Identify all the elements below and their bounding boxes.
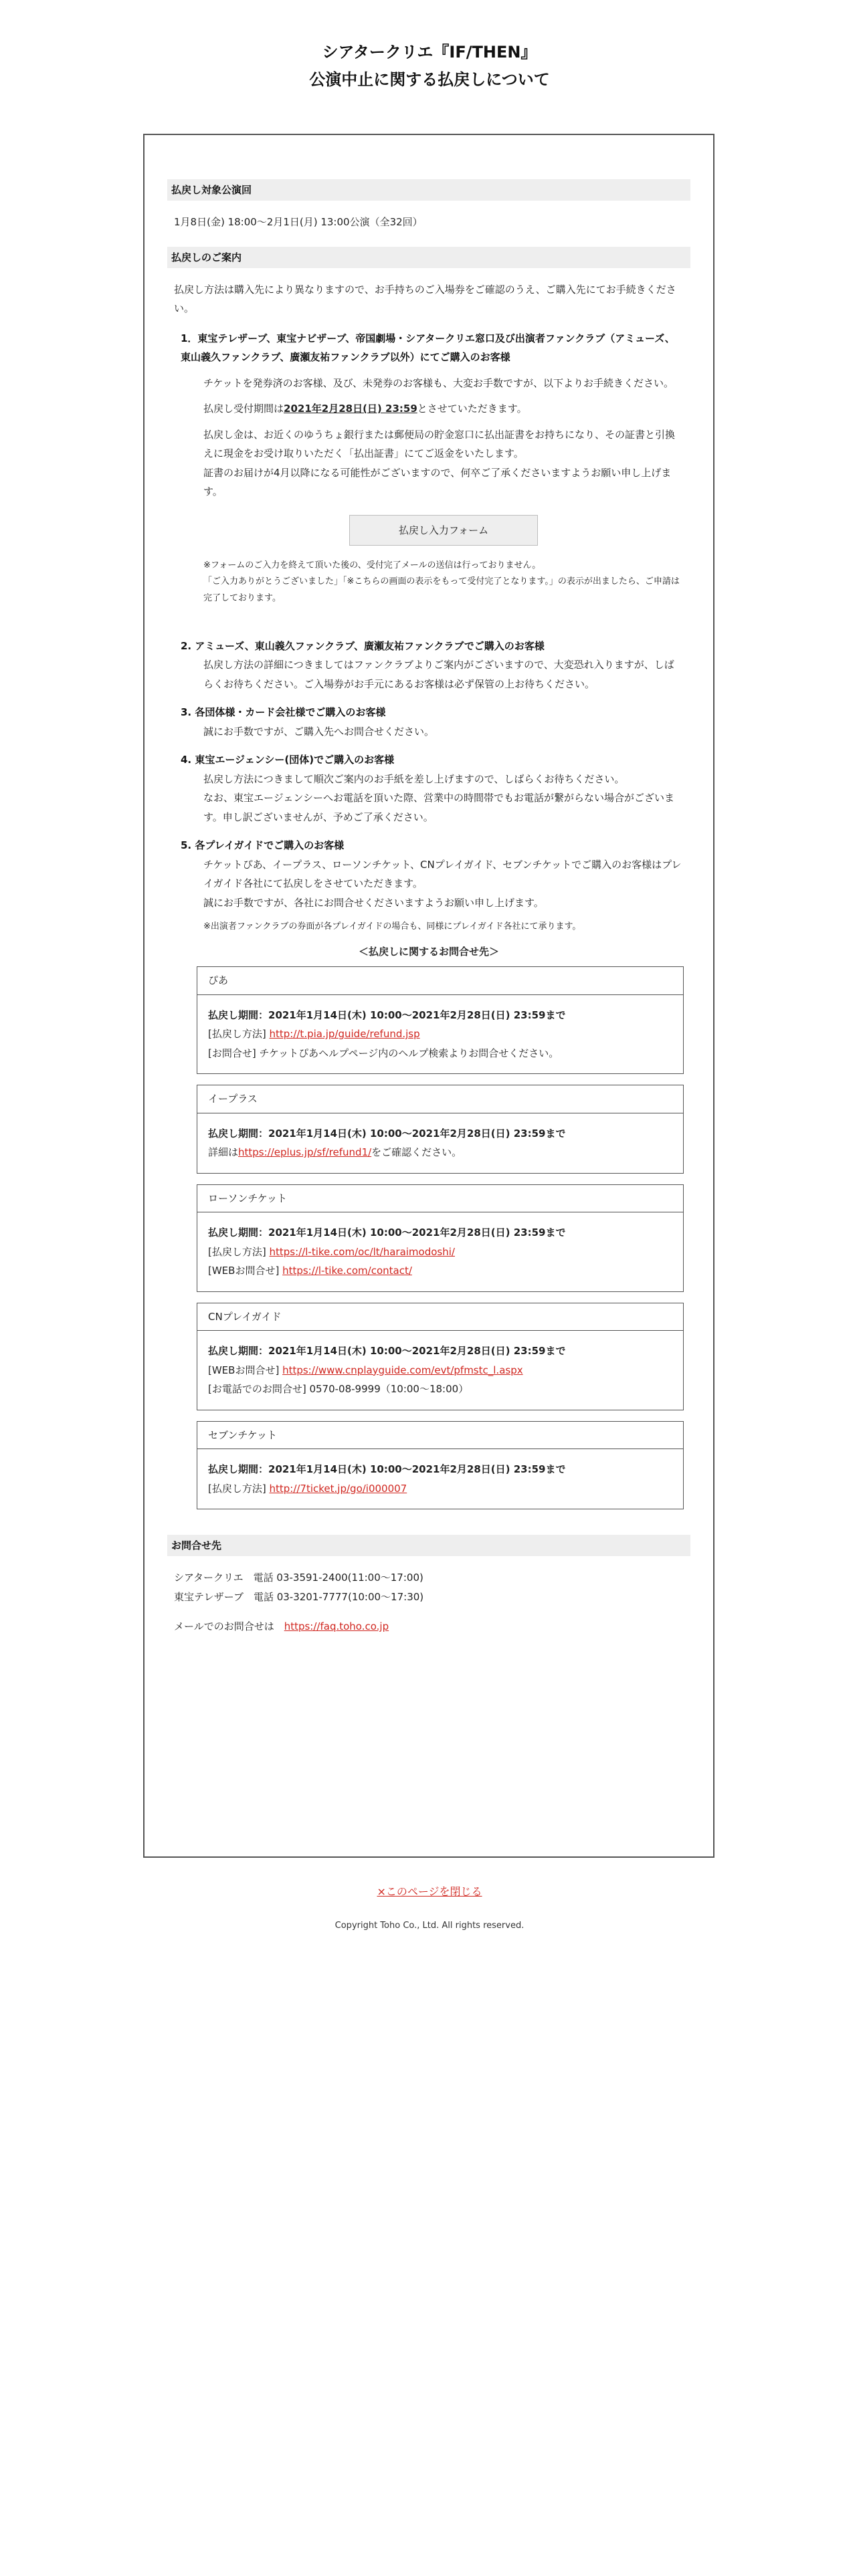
inquiry-mail-label: メールでのお問合せは <box>174 1620 284 1633</box>
page-header <box>0 0 859 94</box>
playguide-name: ローソンチケット <box>197 1185 683 1213</box>
guide-intro: 払戻し方法は購入先により異なりますので、お手持ちのご入場券をご確認のうえ、ご購入先にてお手続きください。 <box>174 283 676 314</box>
lawson-refund-link[interactable]: https://l-tike.com/oc/lt/haraimodoshi/ <box>269 1245 455 1258</box>
item-1-text-1: チケットを発券済のお客様、及び、未発券のお客様も、大変お手数ですが、以下よりお手続きください。 <box>203 377 674 389</box>
playguide-body <box>197 1212 683 1291</box>
item-4-text-2: なお、東宝エージェンシーへお電話を頂いた際、営業中の時間帯でもお電話が繋がらない場合がございます。申し訳ございませんが、予めご了承ください。 <box>203 792 675 823</box>
item-5-text-1: チケットぴあ、イープラス、ローソンチケット、CNプレイガイド、セブンチケットでご購入のお客様はプレイガイド各社にて払戻しをさせていただきます。 <box>203 858 682 890</box>
item-1-text-2 <box>203 399 684 419</box>
item-3 <box>181 703 684 741</box>
playguide-line-2-label: [WEBお問合せ] <box>208 1265 283 1277</box>
section-heading-inquiry: お問合せ先 <box>167 1535 690 1556</box>
playguide-line-1 <box>208 1025 672 1044</box>
playguide-period: 払戻し期間：2021年1月14日(木) 10:00〜2021年2月28日(日) 23:59まで <box>208 1226 566 1239</box>
playguide-name: セブンチケット <box>197 1422 683 1450</box>
item-5-body <box>203 855 684 936</box>
playguide-period: 払戻し期間：2021年1月14日(木) 10:00〜2021年2月28日(日) 23:59まで <box>208 1463 566 1476</box>
playguide-period: 払戻し期間：2021年1月14日(木) 10:00〜2021年2月28日(日) 23:59まで <box>208 1345 566 1358</box>
item-1 <box>181 329 684 607</box>
item-5 <box>181 836 684 936</box>
playguide-body <box>197 1331 683 1410</box>
item-4-heading: 4. 東宝エージェンシー(団体)でご購入のお客様 <box>181 754 395 766</box>
item-1-body <box>203 374 684 607</box>
playguide-name: CNプレイガイド <box>197 1303 683 1331</box>
target-performances: 1月8日(金) 18:00〜2月1日(月) 13:00公演（全32回） <box>174 216 423 228</box>
item-2-text-1: 払戻し方法の詳細につきましてはファンクラブよりご案内がございますので、大変恐れ入りますが、しばらくお待ちください。ご入場券がお手元にあるお客様は必ず保管の上お待ちください。 <box>203 659 674 690</box>
item-3-text-1: 誠にお手数ですが、ご購入先へお問合せください。 <box>203 725 435 738</box>
item-3-heading: 3. 各団体様・カード会社様でご購入のお客様 <box>181 706 386 719</box>
item-5-text-2: 誠にお手数ですが、各社にお問合せくださいますようお願い申し上げます。 <box>203 896 544 909</box>
playguide-line-1 <box>208 1361 672 1380</box>
playguide-period: 払戻し期間：2021年1月14日(木) 10:00〜2021年2月28日(日) 23:59まで <box>208 1008 566 1021</box>
refund-form-button[interactable]: 払戻し入力フォーム <box>349 515 538 546</box>
item-1-deadline-suffix: とさせていただきます。 <box>417 403 527 415</box>
copyright: Copyright Toho Co., Ltd. All rights reserved. <box>335 1921 524 1931</box>
playguide-line-1 <box>208 1243 672 1262</box>
close-page-wrapper <box>0 1882 859 1902</box>
inquiry-mail <box>174 1617 684 1636</box>
section-guide-body <box>167 268 690 1535</box>
cn-contact-link[interactable]: https://www.cnplayguide.com/evt/pfmstc_l.aspx <box>282 1364 523 1376</box>
page-title-line2: 公演中止に関する払戻しについて <box>309 70 550 89</box>
playguide-body <box>197 995 683 1074</box>
item-1-heading: 1．東宝テレザーブ、東宝ナビザーブ、帝国劇場・シアタークリエ窓口及び出演者ファンクラブ（アミューズ、東山義久ファンクラブ、廣瀬友祐ファンクラブ以外）にてご購入のお客様 <box>181 332 675 363</box>
content-frame <box>143 134 714 1858</box>
item-1-delivery-note: 証書のお届けが4月以降になる可能性がございますので、何卒ご了承くださいますようお願い申し上げます。 <box>203 466 672 498</box>
playguide-line-1-label: [払戻し方法] <box>208 1482 270 1495</box>
playguide-line-1-suffix: をご確認ください。 <box>371 1146 462 1159</box>
inquiry-creé-phone: シアタークリエ 電話 03-3591-2400(11:00〜17:00) <box>174 1572 423 1584</box>
item-4-body <box>203 770 684 827</box>
section-target-body <box>167 201 690 247</box>
playguide-name: ぴあ <box>197 967 683 995</box>
item-1-deadline-prefix: 払戻し受付期間は <box>203 403 284 415</box>
playguide-box-cn <box>197 1303 684 1410</box>
playguide-box-eplus <box>197 1085 684 1174</box>
playguide-period: 払戻し期間：2021年1月14日(木) 10:00〜2021年2月28日(日) 23:59まで <box>208 1127 566 1140</box>
item-4-text-1: 払戻し方法につきまして順次ご案内のお手紙を差し上げますので、しばらくお待ちください。 <box>203 772 625 785</box>
playguide-body <box>197 1113 683 1173</box>
playguide-line-1 <box>208 1143 672 1162</box>
lawson-contact-link[interactable]: https://l-tike.com/contact/ <box>282 1265 412 1277</box>
playguide-name: イープラス <box>197 1085 683 1113</box>
item-3-body <box>203 722 684 742</box>
playguide-box-seven <box>197 1421 684 1510</box>
section-inquiry-body <box>167 1556 690 1651</box>
refund-contact-title: ＜払戻しに関するお問合せ先＞ <box>358 945 499 958</box>
section-heading-guide: 払戻しのご案内 <box>167 247 690 268</box>
playguide-line-2: [お電話でのお問合せ] 0570-08-9999（10:00〜18:00） <box>208 1383 469 1396</box>
playguide-box-pia <box>197 966 684 1074</box>
content-inner <box>167 179 690 1651</box>
section-heading-target: 払戻し対象公演回 <box>167 179 690 201</box>
item-2-body <box>203 655 684 693</box>
playguide-line-1-label: [払戻し方法] <box>208 1245 270 1258</box>
item-1-text-3 <box>203 425 684 502</box>
item-1-form-note-1: ※フォームのご入力を終えて頂いた後の、受付完了メールの送信は行っておりません。 <box>203 560 541 570</box>
close-page-link[interactable]: ×このページを閉じる <box>377 1885 482 1898</box>
playguide-line-1-label: [払戻し方法] <box>208 1028 270 1041</box>
inquiry-telesab-phone: 東宝テレザーブ 電話 03-3201-7777(10:00〜17:30) <box>174 1590 424 1603</box>
playguide-line-2 <box>208 1261 672 1281</box>
item-1-form-note-2: 「ご入力ありがとうございました」「※こちらの画面の表示をもって受付完了となります。」の表示が出ましたら、ご申請は完了しております。 <box>203 576 680 603</box>
playguide-line-1-label: 詳細は <box>208 1146 239 1159</box>
playguide-line-2: [お問合せ] チケットぴあヘルプページ内のヘルプ検索よりお問合せください。 <box>208 1047 559 1059</box>
faq-link[interactable]: https://faq.toho.co.jp <box>284 1620 389 1633</box>
item-2-heading: 2. アミューズ、東山義久ファンクラブ、廣瀬友祐ファンクラブでご購入のお客様 <box>181 639 545 652</box>
playguide-body <box>197 1449 683 1509</box>
playguide-line-1 <box>208 1479 672 1499</box>
item-1-deadline-date: 2021年2月28日(日) 23:59 <box>284 403 417 415</box>
item-1-refund-method: 払戻し金は、お近くのゆうちょ銀行または郵便局の貯金窓口に払出証書をお持ちになり、その証書と引換えに現金をお受け取りいただく「払出証書」にてご返金をいたします。 <box>203 428 676 459</box>
playguide-box-lawson <box>197 1184 684 1292</box>
eplus-refund-link[interactable]: https://eplus.jp/sf/refund1/ <box>238 1146 372 1159</box>
seven-refund-link[interactable]: http://7ticket.jp/go/i000007 <box>269 1482 407 1495</box>
playguide-line-1-label: [WEBお問合せ] <box>208 1364 283 1376</box>
item-4 <box>181 750 684 827</box>
item-2 <box>181 637 684 694</box>
item-5-note: ※出演者ファンクラブの券面が各プレイガイドの場合も、同様にプレイガイド各社にて承ります。 <box>203 922 581 932</box>
pia-refund-link[interactable]: http://t.pia.jp/guide/refund.jsp <box>269 1028 420 1041</box>
item-5-heading: 5. 各プレイガイドでご購入のお客様 <box>181 839 345 852</box>
page-title-line1: シアタークリエ『IF/THEN』 <box>322 43 537 62</box>
